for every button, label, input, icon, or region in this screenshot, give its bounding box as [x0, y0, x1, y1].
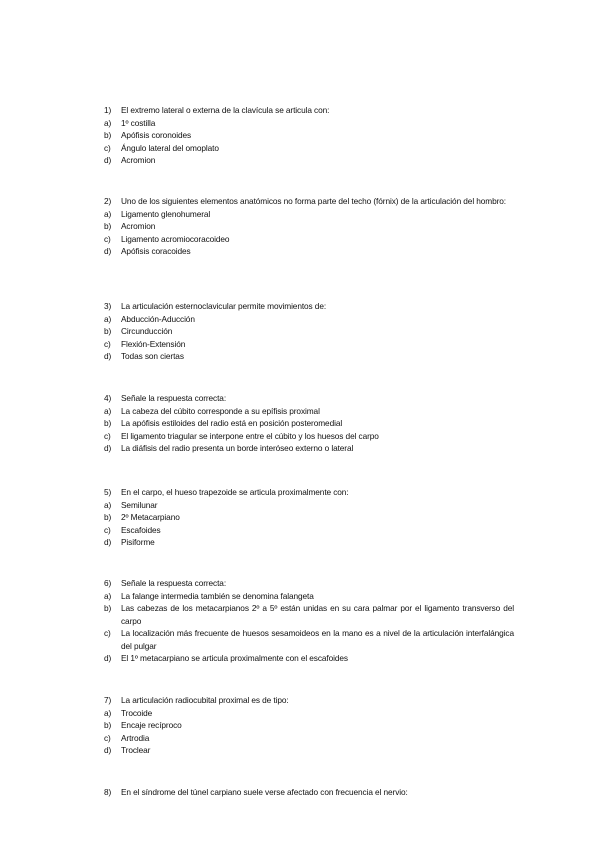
- option: [104, 245, 544, 258]
- option-text: Trocoide: [121, 707, 153, 718]
- option-text: 2º Metacarpiano: [121, 512, 180, 522]
- option-text: Flexión-Extensión: [121, 338, 186, 349]
- option-text: Circunducción: [121, 326, 173, 336]
- option-letter: c): [104, 732, 111, 743]
- option-letter: d): [104, 443, 112, 453]
- option-letter: c): [104, 430, 111, 441]
- option: [104, 350, 544, 363]
- option-text: Ligamento glenohumeral: [121, 208, 211, 219]
- question-8: [104, 786, 544, 799]
- option: [104, 707, 544, 720]
- option-text: Semilunar: [121, 499, 158, 510]
- option: [104, 511, 544, 524]
- option-text: La diáfisis del radio presenta un borde interóseo externo o lateral: [121, 443, 354, 453]
- option-letter: d): [104, 246, 112, 256]
- option-letter: d): [104, 351, 112, 361]
- question-stem: [104, 300, 544, 313]
- option-text: Pisiforme: [121, 537, 155, 547]
- option-text: Artrodia: [121, 732, 150, 743]
- option: [104, 117, 544, 130]
- option-letter: c): [104, 628, 111, 638]
- option-letter: c): [104, 524, 111, 535]
- option: [104, 744, 544, 757]
- option: [104, 590, 544, 603]
- option: [104, 154, 544, 167]
- question-text: El extremo lateral o externa de la clavícula se articula con:: [121, 105, 330, 115]
- question-number: 1): [104, 105, 112, 115]
- option-letter: a): [104, 208, 112, 219]
- option: [104, 142, 544, 155]
- question-stem: [104, 195, 544, 208]
- option-text: La apófisis estiloides del radio está en posición posteromedial: [121, 418, 343, 428]
- question-number: 8): [104, 787, 112, 797]
- question-number: 3): [104, 301, 112, 311]
- option-text: Apófisis coracoides: [121, 246, 191, 256]
- option-text: Troclear: [121, 745, 151, 755]
- question-text: La articulación radiocubital proximal es de tipo:: [121, 695, 289, 705]
- option-text: Abducción-Aducción: [121, 313, 195, 324]
- option: [104, 719, 544, 732]
- option-letter: c): [104, 338, 111, 349]
- question-number: 6): [104, 578, 112, 588]
- option-text: Ángulo lateral del omoplato: [121, 142, 219, 153]
- question-stem: [104, 577, 544, 590]
- question-2: [104, 195, 544, 258]
- option: [104, 602, 544, 627]
- option-letter: d): [104, 537, 112, 547]
- option-letter: d): [104, 155, 112, 165]
- option-letter: c): [104, 233, 111, 244]
- option: [104, 325, 544, 338]
- option-text: Acromion: [121, 155, 156, 165]
- option-letter: b): [104, 418, 112, 428]
- option: [104, 220, 544, 233]
- option: [104, 499, 544, 512]
- option: [104, 524, 544, 537]
- option-letter: d): [104, 653, 112, 663]
- option-text: La falange intermedia también se denomina falangeta: [121, 590, 314, 601]
- question-text: Uno de los siguientes elementos anatómicos no forma parte del techo (fórnix) de la articulación del hombro:: [121, 196, 506, 206]
- option-letter: b): [104, 221, 112, 231]
- question-5: [104, 486, 544, 549]
- option-text: Escafoides: [121, 524, 161, 535]
- question-text: La articulación esternoclavicular permite movimientos de:: [121, 301, 327, 311]
- question-stem: [104, 104, 544, 117]
- question-text: Señale la respuesta correcta:: [121, 393, 227, 403]
- option-text: El 1º metacarpiano se articula proximalmente con el escafoides: [121, 653, 348, 663]
- option-letter: a): [104, 117, 112, 128]
- option-text: 1º costilla: [121, 117, 156, 128]
- question-3: [104, 300, 544, 363]
- question-text: En el síndrome del túnel carpiano suele verse afectado con frecuencia el nervio:: [121, 787, 408, 797]
- question-text: En el carpo, el hueso trapezoide se articula proximalmente con:: [121, 487, 349, 497]
- option: [104, 430, 544, 443]
- option: [104, 338, 544, 351]
- option: [104, 417, 544, 430]
- question-number: 7): [104, 695, 112, 705]
- question-stem: [104, 694, 544, 707]
- question-1: [104, 104, 544, 167]
- option-letter: b): [104, 720, 112, 730]
- question-number: 4): [104, 393, 112, 403]
- option-letter: b): [104, 603, 112, 613]
- option: [104, 208, 544, 221]
- option-text: Apófisis coronoides: [121, 130, 192, 140]
- option-letter: a): [104, 405, 112, 416]
- question-number: 5): [104, 487, 112, 497]
- question-stem: [104, 486, 544, 499]
- option-text: Encaje recíproco: [121, 720, 182, 730]
- option-letter: a): [104, 590, 112, 601]
- option-letter: b): [104, 512, 112, 522]
- question-stem: [104, 392, 544, 405]
- option-letter: a): [104, 313, 112, 324]
- option-text: La localización más frecuente de huesos sesamoideos en la mano es a nivel de la articulación interfalángica del pulgar: [121, 628, 514, 651]
- option-text: El ligamento triagular se interpone entre el cúbito y los huesos del carpo: [121, 430, 379, 441]
- question-stem: [104, 786, 544, 799]
- option-letter: d): [104, 745, 112, 755]
- option-letter: b): [104, 326, 112, 336]
- option: [104, 405, 544, 418]
- option-letter: a): [104, 499, 112, 510]
- option-text: Las cabezas de los metacarpianos 2º a 5º están unidas en su cara palmar por el ligamento transverso del carpo: [121, 603, 514, 626]
- question-7: [104, 694, 544, 757]
- question-6: [104, 577, 544, 665]
- question-4: [104, 392, 544, 455]
- option: [104, 536, 544, 549]
- option-text: Acromion: [121, 221, 156, 231]
- option-text: Todas son ciertas: [121, 351, 184, 361]
- option-text: Ligamento acromiocoracoideo: [121, 233, 230, 244]
- option-letter: b): [104, 130, 112, 140]
- option-letter: c): [104, 142, 111, 153]
- option: [104, 442, 544, 455]
- option: [104, 233, 544, 246]
- option-text: La cabeza del cúbito corresponde a su epífisis proximal: [121, 405, 320, 416]
- option-letter: a): [104, 707, 112, 718]
- question-number: 2): [104, 196, 112, 206]
- option: [104, 313, 544, 326]
- option: [104, 627, 544, 652]
- question-text: Señale la respuesta correcta:: [121, 578, 227, 588]
- option: [104, 652, 544, 665]
- option: [104, 732, 544, 745]
- option: [104, 129, 544, 142]
